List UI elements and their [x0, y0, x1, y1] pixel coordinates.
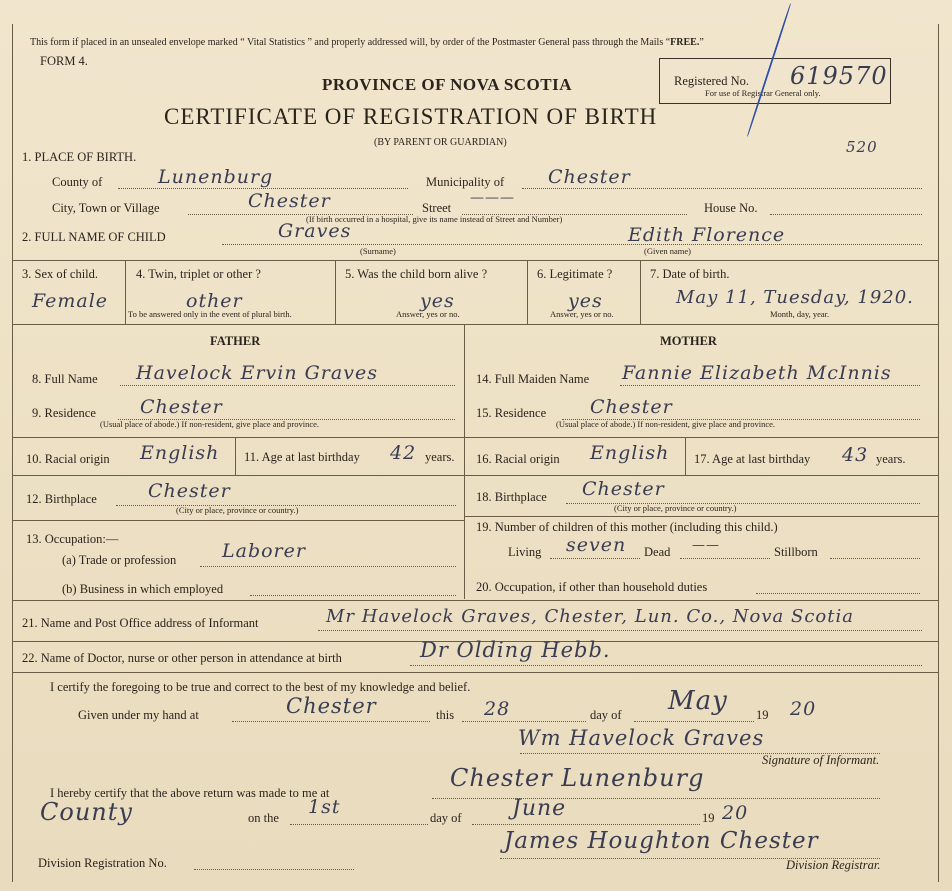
given-month-value: May	[668, 686, 728, 716]
twin-label: 4. Twin, triplet or other ?	[136, 267, 261, 281]
trade-value: Laborer	[222, 540, 306, 562]
child-given-name: Edith Florence	[628, 224, 786, 246]
mother-age-value: 43	[842, 444, 869, 466]
date-of-birth-value: May 11, Tuesday, 1920.	[676, 287, 914, 308]
street-value: ———	[470, 190, 515, 206]
certificate-title: CERTIFICATE OF REGISTRATION OF BIRTH	[164, 104, 658, 129]
given-name-caption: (Given name)	[644, 246, 691, 256]
father-name-value: Havelock Ervin Graves	[136, 362, 378, 384]
informant-signature-caption: Signature of Informant.	[762, 753, 880, 767]
twin-note: To be answered only in the event of plural birth.	[128, 309, 292, 319]
father-residence-value: Chester	[140, 396, 223, 418]
sex-value: Female	[32, 290, 109, 312]
house-label: House No.	[704, 201, 758, 215]
given-year-prefix: 19	[756, 708, 769, 722]
alive-label: 5. Was the child born alive ?	[345, 267, 488, 281]
mother-birthplace-label: 18. Birthplace	[476, 490, 547, 504]
mother-name-value: Fannie Elizabeth McInnis	[622, 362, 892, 384]
informant-signature: Wm Havelock Graves	[518, 726, 765, 750]
given-day-of-label: day of	[590, 708, 622, 722]
father-racial-label: 10. Racial origin	[26, 452, 110, 466]
registrar-place-value: Chester Lunenburg	[450, 764, 705, 792]
province-heading: PROVINCE OF NOVA SCOTIA	[322, 75, 573, 94]
mother-occupation-label: 20. Occupation, if other than household duties	[476, 580, 708, 594]
municipality-value: Chester	[548, 166, 631, 188]
occupation-label: 13. Occupation:—	[26, 532, 119, 546]
corner-mark: 520	[846, 138, 878, 156]
date-of-birth-label: 7. Date of birth.	[650, 267, 730, 281]
doctor-label: 22. Name of Doctor, nurse or other person in attendance at birth	[22, 651, 342, 665]
mother-age-label: 17. Age at last birthday	[694, 452, 811, 466]
registrar-month-value: June	[512, 796, 567, 821]
mail-notice: This form if placed in an unsealed envelope marked “ Vital Statistics ” and properly addressed will, by order of the Postmaster General pass through the Mails “FREE.”	[30, 37, 704, 48]
living-label: Living	[508, 545, 542, 559]
municipality-label: Municipality of	[426, 175, 505, 189]
date-note: Month, day, year.	[770, 309, 830, 319]
form-number: FORM 4.	[40, 54, 88, 68]
mother-birthplace-note: (City or place, province or country.)	[614, 503, 737, 513]
informant-label: 21. Name and Post Office address of Informant	[22, 616, 259, 630]
given-under-label: Given under my hand at	[78, 708, 199, 722]
children-count-label: 19. Number of children of this mother (including this child.)	[476, 520, 778, 534]
mother-birthplace-value: Chester	[582, 478, 665, 500]
stillborn-label: Stillborn	[774, 545, 818, 559]
registrar-county-value: County	[40, 798, 133, 826]
registrar-signature-caption: Division Registrar.	[786, 858, 881, 872]
father-heading: FATHER	[210, 334, 261, 348]
hospital-note: (If birth occurred in a hospital, give its name instead of Street and Number)	[306, 214, 563, 224]
left-border	[12, 24, 13, 882]
father-age-label: 11. Age at last birthday	[244, 450, 360, 464]
county-value: Lunenburg	[158, 166, 274, 188]
certificate-subtitle: (BY PARENT OR GUARDIAN)	[374, 137, 507, 148]
city-value: Chester	[248, 190, 331, 212]
registrar-day-of-label: day of	[430, 811, 462, 825]
trade-label: (a) Trade or profession	[62, 553, 177, 567]
mother-years: years.	[876, 452, 906, 466]
legitimate-note: Answer, yes or no.	[550, 309, 614, 319]
father-birthplace-value: Chester	[148, 480, 231, 502]
registrar-day-value: 1st	[308, 796, 341, 818]
certify-statement: I certify the foregoing to be true and correct to the best of my knowledge and belief.	[50, 680, 471, 694]
informant-value: Mr Havelock Graves, Chester, Lun. Co., Nova Scotia	[326, 606, 854, 627]
father-age-value: 42	[390, 442, 417, 464]
city-label: City, Town or Village	[52, 201, 160, 215]
mother-residence-value: Chester	[590, 396, 673, 418]
registrar-use-note: For use of Registrar General only.	[705, 88, 821, 98]
division-registration-label: Division Registration No.	[38, 856, 167, 870]
dead-value: ——	[692, 538, 720, 553]
business-label: (b) Business in which employed	[62, 582, 224, 596]
sex-label: 3. Sex of child.	[22, 267, 99, 281]
mother-heading: MOTHER	[660, 334, 717, 348]
father-racial-value: English	[140, 442, 220, 464]
father-residence-label: 9. Residence	[32, 406, 96, 420]
doctor-value: Dr Olding Hebb.	[420, 638, 611, 662]
right-border	[938, 24, 939, 882]
mother-residence-note: (Usual place of abode.) If non-resident, give place and province.	[556, 419, 776, 429]
alive-value: yes	[420, 290, 455, 312]
alive-note: Answer, yes or no.	[396, 309, 460, 319]
registrar-year-prefix: 19	[702, 811, 715, 825]
on-the-label: on the	[248, 811, 279, 825]
father-residence-note: (Usual place of abode.) If non-resident, give place and province.	[100, 419, 320, 429]
father-name-label: 8. Full Name	[32, 372, 98, 386]
given-day-value: 28	[484, 698, 511, 720]
registrar-year-value: 20	[722, 802, 749, 824]
child-surname: Graves	[278, 220, 352, 242]
given-place-value: Chester	[286, 694, 377, 718]
mother-name-label: 14. Full Maiden Name	[476, 372, 590, 386]
dead-label: Dead	[644, 545, 671, 559]
legitimate-value: yes	[568, 290, 603, 312]
surname-caption: (Surname)	[360, 246, 396, 256]
mother-racial-value: English	[590, 442, 670, 464]
father-birthplace-label: 12. Birthplace	[26, 492, 97, 506]
legitimate-label: 6. Legitimate ?	[537, 267, 613, 281]
father-years: years.	[425, 450, 455, 464]
county-label: County of	[52, 175, 103, 189]
street-label: Street	[422, 201, 452, 215]
this-label: this	[436, 708, 455, 722]
mother-racial-label: 16. Racial origin	[476, 452, 560, 466]
registered-label: Registered No.	[674, 74, 749, 88]
place-of-birth-heading: 1. PLACE OF BIRTH.	[22, 150, 137, 164]
twin-value: other	[186, 290, 243, 312]
father-birthplace-note: (City or place, province or country.)	[176, 505, 299, 515]
child-name-label: 2. FULL NAME OF CHILD	[22, 230, 166, 244]
registrar-statement: I hereby certify that the above return was made to me at	[50, 786, 330, 800]
given-year-value: 20	[790, 698, 817, 720]
registered-value: 619570	[790, 62, 888, 90]
registrar-signature: James Houghton Chester	[504, 828, 819, 854]
mother-residence-label: 15. Residence	[476, 406, 547, 420]
living-value: seven	[566, 534, 627, 556]
